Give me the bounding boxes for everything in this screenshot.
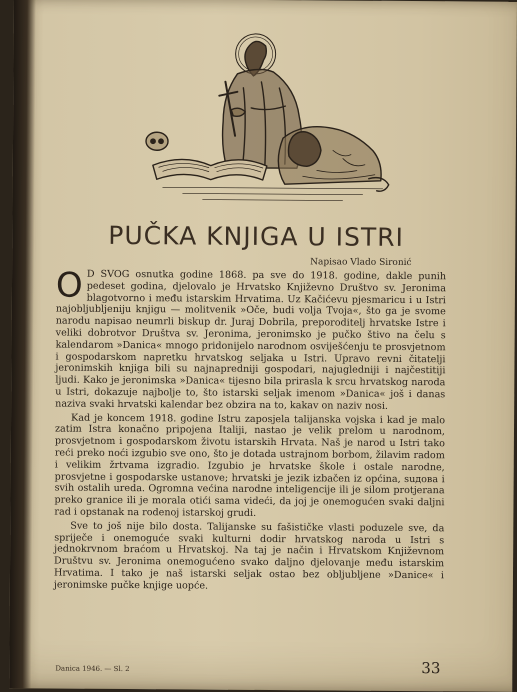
book-page [9, 0, 517, 692]
article-body [53, 265, 447, 594]
paragraph-1-text: D SVOG osnutka godine 1868. pa sve do 1918. godine, dakle punih pedeset godina, djelovalo je Hrvatsko Književno Društvo sv. Jeronima blagotvorno i među istarskim Hrvatima. Uz Kačićevu pjesmaricu i u Istri najobljubljeniju knjigu — molitvenik »Oče, budi volja Tvoja«, što ga je svome narodu napisao neumrli biskup dr. Juraj Dobrila, preporoditelj hrvatske Istre i veliki dobrotvor Društva sv. Jeronima, jeronimsko je pučko štivo na čelu s kalendarom »Danica« mnogo pridonijelo narodnom osviješćenju te prosvjetnom i gospodarskom napretku hrvatskog seljaka u Istri. Upravo revni čitatelji jeronimskih knjiga bili su najnapredniji gospodari, najugledniji i najčestitiji ljudi. Kako je jeronimska »Danica« tijesno bila prirasla k srcu hrvatskog naroda u Istri, dokazuje najbolje to, što istarski seljak imenom »Danica« još i danas naziva svaki hrvatski kalendar bez obzira na to, kakav on naziv nosi. [55, 268, 447, 412]
article-title: PUČKA KNJIGA U ISTRI [108, 220, 405, 252]
footer-running-text: Danica 1946. — Sl. 2 [55, 664, 130, 674]
page-number: 33 [421, 659, 441, 678]
book-gutter [9, 0, 36, 688]
drop-cap: O [55, 265, 83, 306]
paragraph-1 [55, 265, 447, 413]
saint-jerome-illustration [133, 17, 404, 209]
paragraph-2: Kad je koncem 1918. godine Istru zaposjela talijanska vojska i kad je malo zatim Istra konačno pripojena Italiji, nastao je velik prelom u narodnom, prosvjetnom i gospodarskom životu istarskih Hrvata. Naš je narod u Istri tako reći preko noći izgubio sve ono, što je dotada ustrajnom borbom, žilavim radom i velikim žrtvama izgradio. Izgubio je hrvatske škole i ostale narodne, prosvjetne i gospodarske ustanove; hrvatski je jezik izbačen iz općina, suдова i svih ostalih ureda. Ogromna većina narodne inteligencije ili je silom protjerana preko granice ili je morala otići sama videći, da joj je onemogućen svaki daljni rad i opstanak na rodenoj istarskoj grudi. [54, 412, 446, 519]
paragraph-3: Sve to još nije bilo dosta. Talijanske su fašističke vlasti poduzele sve, da spriječe i onemoguće svaki kulturni dodir hrvatskog naroda u Istri s jednokrvnom braćom u Hrvatskoj. Na taj je način i Hrvatskom Književnom Društvu sv. Jeronima onemogućeno svako daljno djelovanje među istarskim Hrvatima. I tako je naš istarski seljak ostao bez obljubljene »Danice« i jeronimske pučke knjige uopće. [53, 520, 445, 592]
article-byline: Napisao Vlado Sironić [310, 257, 412, 269]
